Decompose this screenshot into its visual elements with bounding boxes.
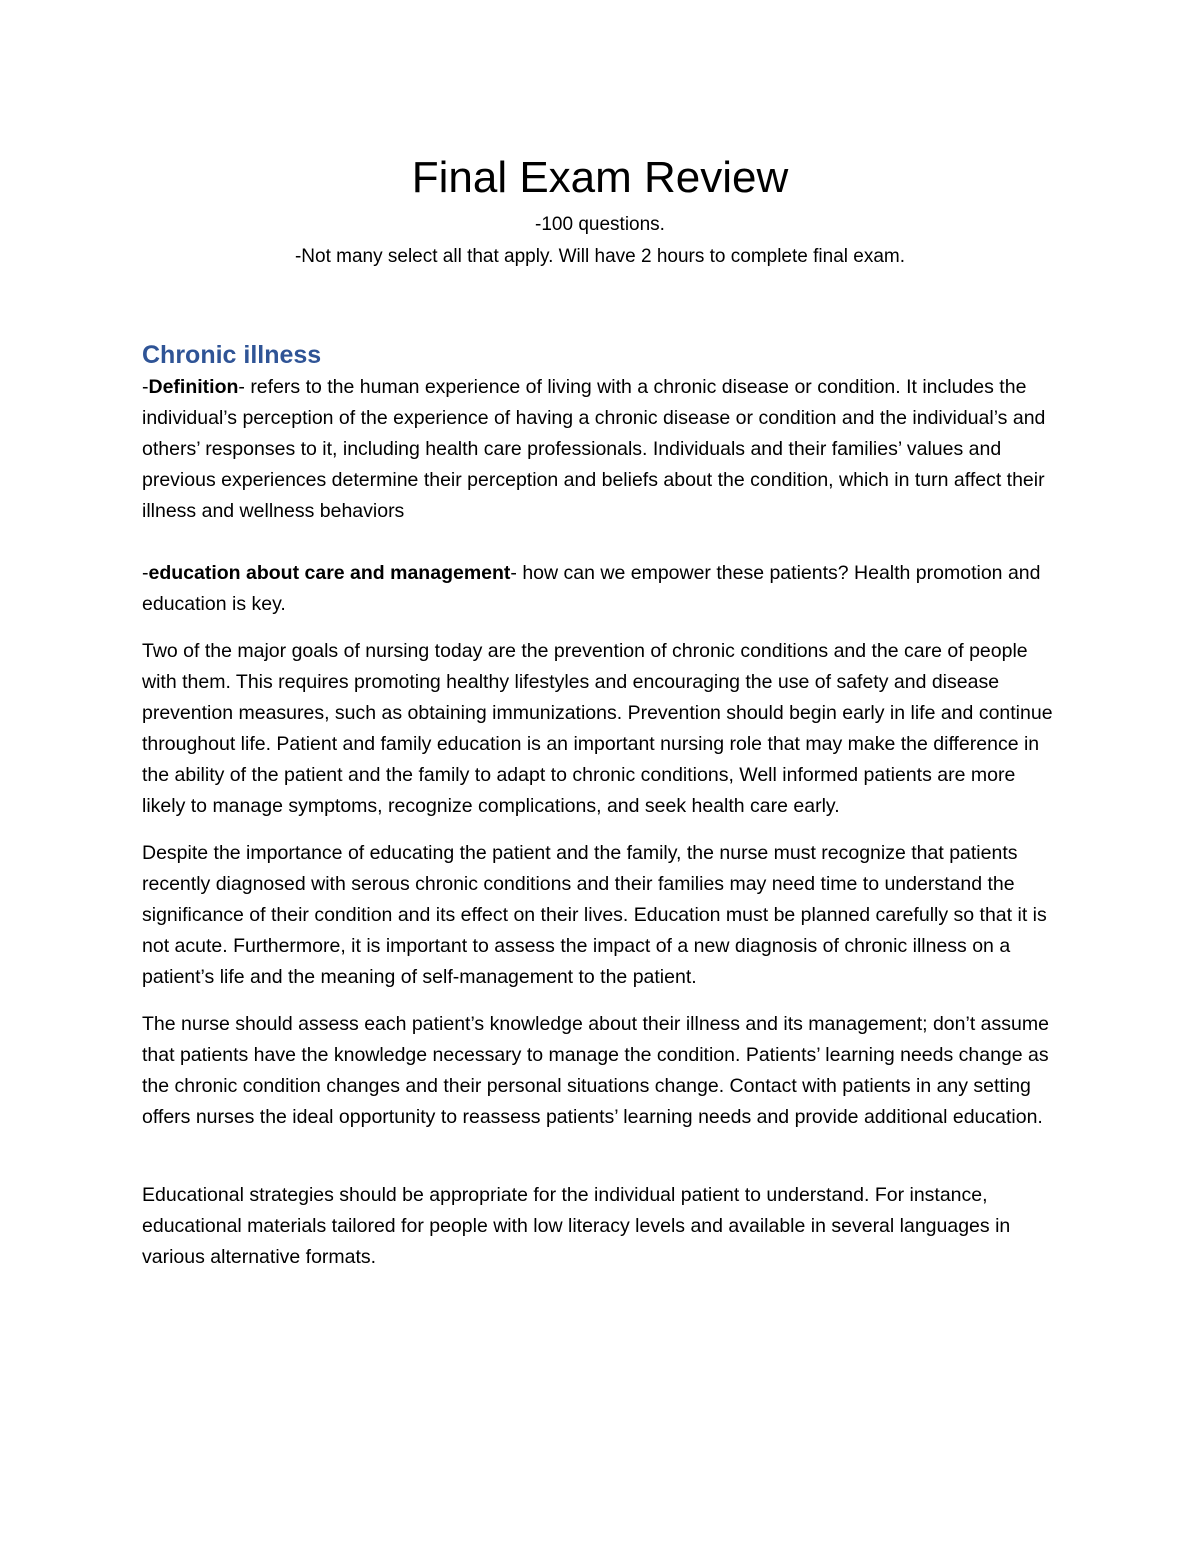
body-paragraph-knowledge-assessment: The nurse should assess each patient’s knowledge about their illness and its management; don’t assume that patients have the knowledge necessary to manage the condition. Patients’ learning needs change as the chronic condition changes and their personal situations change. Contact with patients in any setting offers nurses the ideal opportunity to reassess patients’ learning needs and provide additional education. (142, 1013, 1049, 1128)
subtitle-exam-info: -Not many select all that apply. Will have 2 hours to complete final exam. (294, 246, 906, 267)
body-paragraph-educational-strategies: Educational strategies should be appropriate for the individual patient to understand. For instance, educational materials tailored for people with low literacy levels and available in several languages in various alternative formats. (142, 1184, 1011, 1268)
section-chronic-illness (142, 338, 1062, 1273)
definition-term: Definition (148, 376, 239, 398)
definition-text: - refers to the human experience of living with a chronic disease or condition. It includes the individual’s perception of the experience of having a chronic disease or condition and the individual’s and others’ responses to it, including health care professionals. Individuals and their families’ values and previous experiences determine their perception and beliefs about the condition, which in turn affect their illness and wellness behaviors (142, 376, 1046, 522)
page-title: Final Exam Review (411, 153, 789, 202)
education-prefix: - (142, 562, 149, 584)
education-term: education about care and management (148, 562, 511, 584)
education-paragraph (142, 558, 1062, 620)
education-text: - how can we empower these patients? Health promotion and education is key. (142, 562, 1041, 615)
body-paragraph-prevention: Two of the major goals of nursing today are the prevention of chronic conditions and the care of people with them. This requires promoting healthy lifestyles and encouraging the use of safety and disease prevention measures, such as obtaining immunizations. Prevention should begin early in life and continue throughout life. Patient and family education is an important nursing role that may make the difference in the ability of the patient and the family to adapt to chronic conditions, Well informed patients are more likely to manage symptoms, recognize complications, and seek health care early. (142, 640, 1053, 817)
body-paragraph-education-timing: Despite the importance of educating the patient and the family, the nurse must recognize that patients recently diagnosed with serous chronic conditions and their families may need time to understand the significance of their condition and its effect on their lives. Education must be planned carefully so that it is not acute. Furthermore, it is important to assess the impact of a new diagnosis of chronic illness on a patient’s life and the meaning of self-management to the patient. (142, 842, 1047, 988)
definition-paragraph (142, 372, 1062, 527)
definition-prefix: - (142, 376, 149, 398)
subtitle-question-count: -100 questions. (535, 214, 665, 235)
section-heading: Chronic illness (142, 341, 322, 369)
